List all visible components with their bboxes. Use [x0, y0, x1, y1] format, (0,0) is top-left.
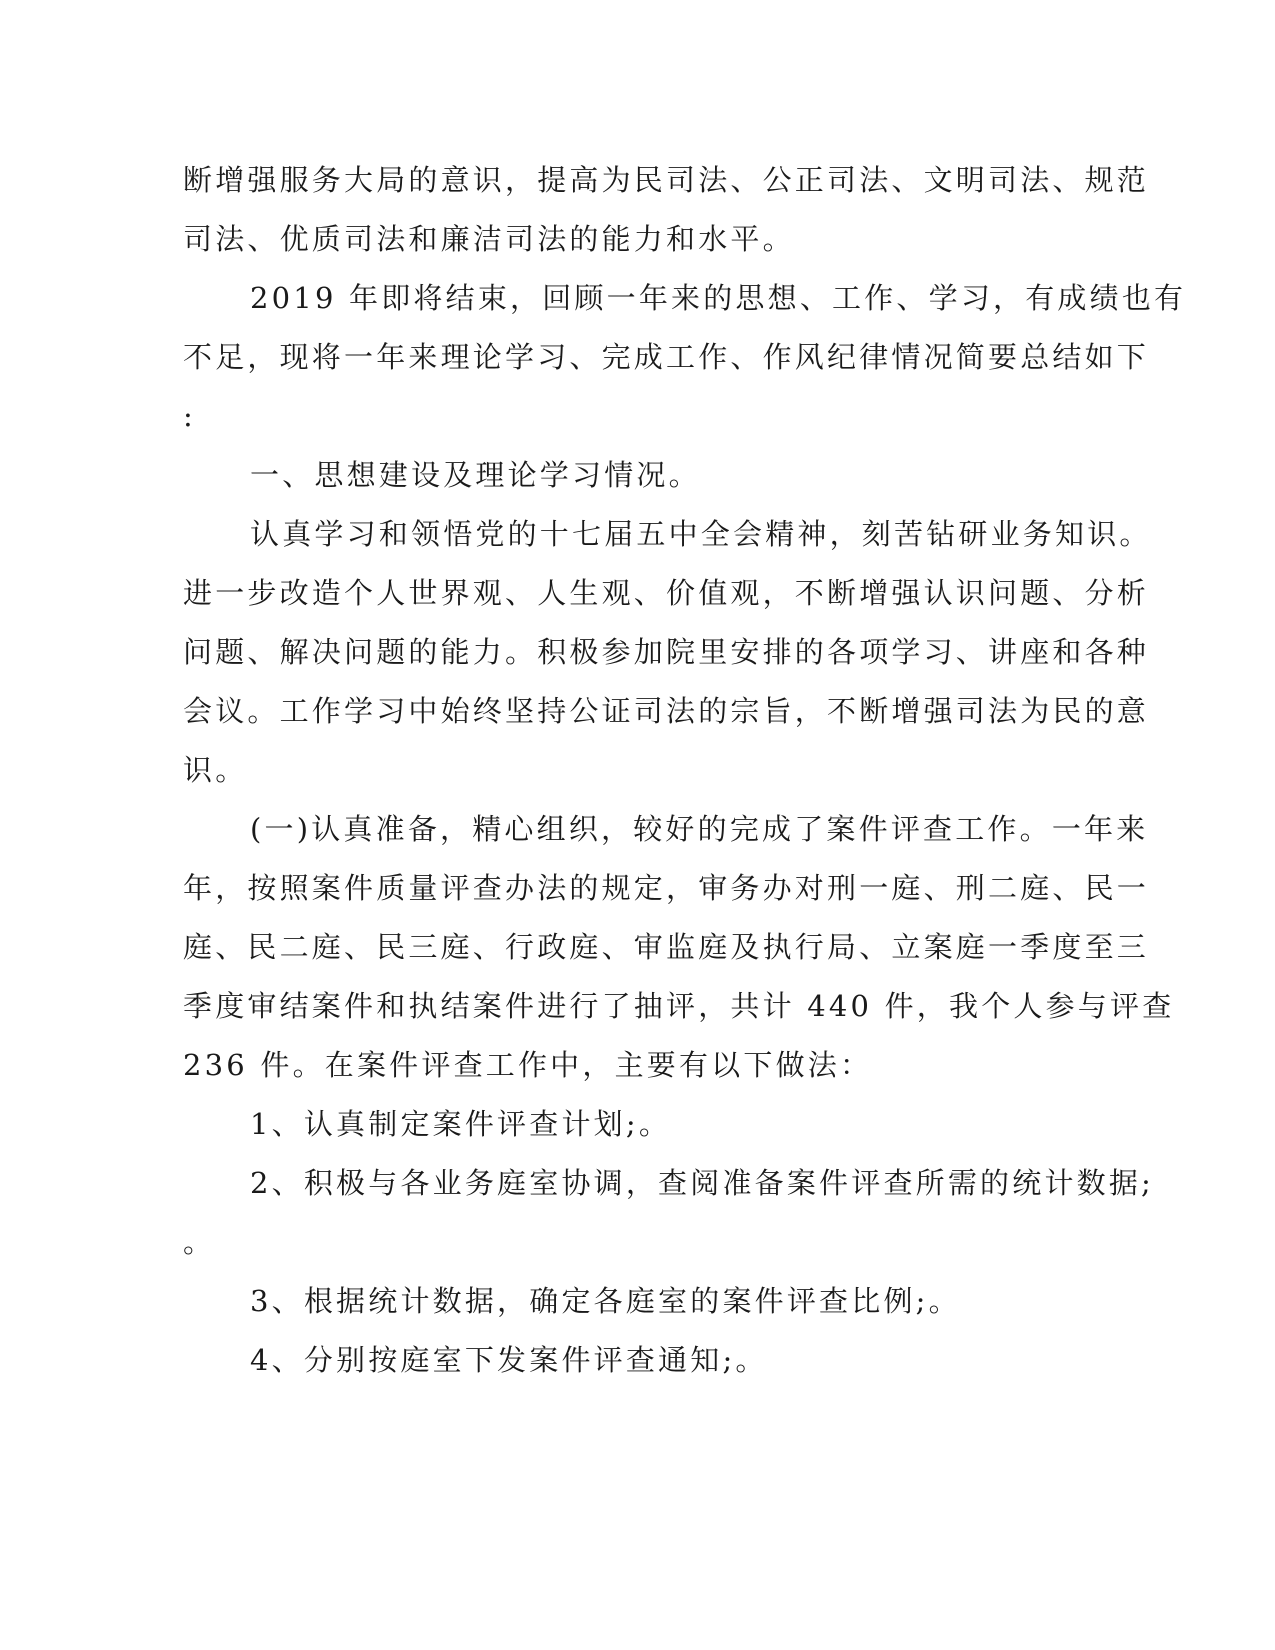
list-item: 3、根据统计数据，确定各庭室的案件评查比例;。: [250, 1284, 961, 1318]
text-line: :: [183, 399, 196, 433]
text-line: 年，按照案件质量评查办法的规定，审务办对刑一庭、刑二庭、民一: [183, 871, 1150, 905]
text-line: 不足，现将一年来理论学习、完成工作、作风纪律情况简要总结如下: [183, 340, 1150, 374]
subsection-heading: (一)认真准备，精心组织，较好的完成了案件评查工作。一年来: [250, 812, 1149, 846]
text-line: 季度审结案件和执结案件进行了抽评，共计 440 件，我个人参与评查: [183, 989, 1175, 1023]
paragraph-start: 认真学习和领悟党的十七届五中全会精神，刻苦钻研业务知识。: [250, 517, 1152, 551]
text-line: 庭、民二庭、民三庭、行政庭、审监庭及执行局、立案庭一季度至三: [183, 930, 1150, 964]
text-line: 会议。工作学习中始终坚持公证司法的宗旨，不断增强司法为民的意: [183, 694, 1150, 728]
text-line: 问题、解决问题的能力。积极参加院里安排的各项学习、讲座和各种: [183, 635, 1150, 669]
list-item: 1、认真制定案件评查计划;。: [250, 1107, 672, 1141]
text-line: 236 件。在案件评查工作中，主要有以下做法：: [183, 1048, 873, 1082]
list-item: 2、积极与各业务庭室协调，查阅准备案件评查所需的统计数据;: [250, 1166, 1155, 1200]
paragraph-start: 2019 年即将结束，回顾一年来的思想、工作、学习，有成绩也有: [250, 281, 1187, 315]
text-line: 进一步改造个人世界观、人生观、价值观，不断增强认识问题、分析: [183, 576, 1150, 610]
text-line: 识。: [183, 753, 248, 787]
list-item: 4、分别按庭室下发案件评查通知;。: [250, 1343, 768, 1377]
text-line: 司法、优质司法和廉洁司法的能力和水平。: [183, 222, 795, 256]
text-line: 断增强服务大局的意识，提高为民司法、公正司法、文明司法、规范: [183, 163, 1150, 197]
section-heading: 一、思想建设及理论学习情况。: [250, 458, 701, 492]
text-line: 。: [183, 1225, 216, 1259]
